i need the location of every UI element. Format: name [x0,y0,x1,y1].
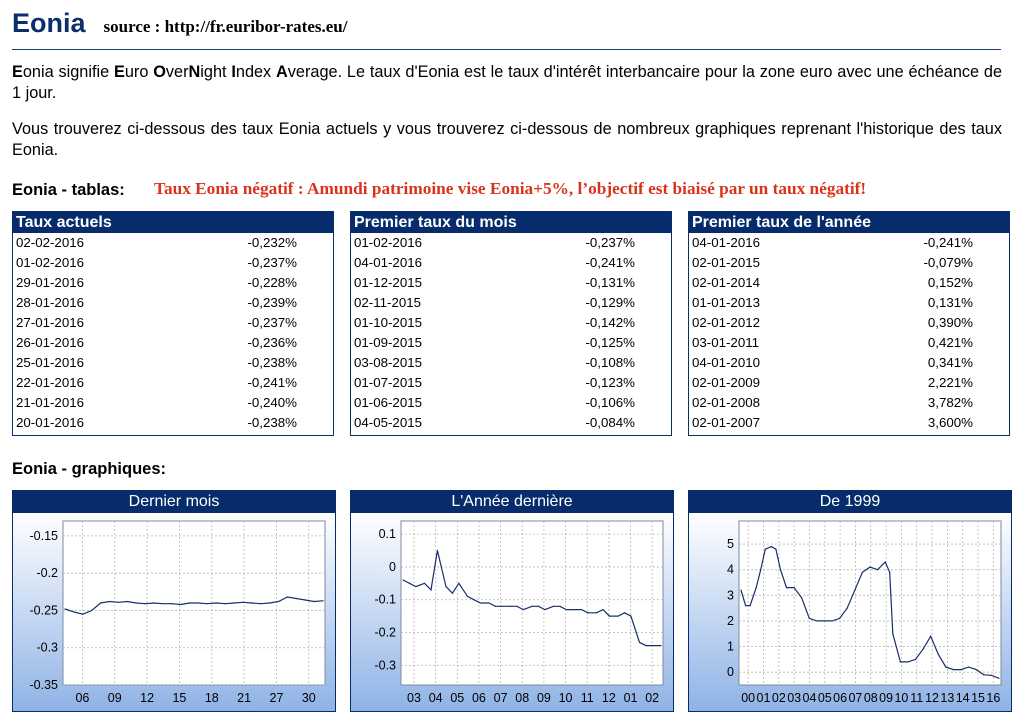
table-row [689,393,1009,413]
data-point [889,572,890,573]
x-tick-label: 09 [879,691,894,705]
data-point [745,605,746,606]
row-date: 02-01-2015 [692,255,761,270]
x-tick-label: 03 [407,691,421,705]
table-header: Premier taux du mois [351,212,671,233]
row-date: 02-01-2008 [692,395,761,410]
last-year-chart [350,490,674,712]
row-rate: 0,152% [927,275,973,290]
data-point [869,567,870,568]
data-point [945,666,946,667]
x-tick-label: 12 [925,691,940,705]
data-point [473,599,474,600]
row-rate: 0,421% [927,335,973,350]
data-point [531,606,532,607]
row-rate: -0,237% [247,255,297,270]
data-point [207,603,208,604]
row-date: 26-01-2016 [16,335,85,350]
y-tick-label: -0.15 [29,528,58,543]
table-row [351,353,671,373]
header-divider [12,49,1001,50]
data-point [915,659,916,660]
row-rate: -0,142% [585,315,635,330]
data-point [501,606,502,607]
table-row [351,333,671,353]
acronym-letter: E [113,63,125,81]
data-point [430,589,431,590]
data-point [445,586,446,587]
data-point [976,669,977,670]
data-point [305,599,306,600]
data-point [923,649,924,650]
x-tick-label: 08 [515,691,530,705]
plot-area [401,521,663,685]
table-row [351,413,671,433]
data-point [415,586,416,587]
x-tick-label: 27 [269,691,284,705]
chart-title: Dernier mois [13,491,335,513]
row-rate: -0,106% [585,395,635,410]
chart-svg [689,513,1011,711]
y-tick-label: 0.1 [378,527,396,542]
y-tick-label: 0 [727,665,734,680]
y-tick-label: -0.3 [36,640,58,655]
y-tick-label: 4 [727,562,734,577]
row-date: 01-10-2015 [354,315,423,330]
x-tick-label: 12 [140,691,155,705]
acronym-letter: E [12,63,23,81]
data-point [998,678,999,679]
row-rate: -0,237% [247,315,297,330]
y-tick-label: -0.2 [36,566,58,581]
row-date: 29-01-2016 [16,275,85,290]
x-tick-label: 10 [558,691,573,705]
row-date: 20-01-2016 [16,415,85,430]
data-point [775,549,776,550]
data-point [930,636,931,637]
data-point [740,590,741,591]
row-date: 02-01-2007 [692,415,761,430]
data-point [269,602,270,603]
x-tick-label: 01 [756,691,771,705]
data-point [73,611,74,612]
table-row [689,373,1009,393]
intro-paragraph [12,62,1002,104]
row-rate: -0,084% [585,415,635,430]
x-tick-label: 02 [645,691,660,705]
data-point [645,645,646,646]
site-logo: Eonia [12,8,86,38]
table-row [689,313,1009,333]
data-point [437,550,438,551]
x-tick-label: 06 [833,691,848,705]
data-point [765,549,766,550]
row-rate: -0,108% [585,355,635,370]
row-date: 04-01-2010 [692,355,761,370]
intro-text: uro [124,63,154,81]
data-point [847,608,848,609]
x-tick-label: 07 [493,691,508,705]
x-tick-label: 01 [623,691,638,705]
data-point [144,603,145,604]
data-point [189,602,190,603]
data-point [602,609,603,610]
x-tick-label: 04 [802,691,817,705]
data-point [566,609,567,610]
data-point [251,602,252,603]
row-rate: 3,600% [927,415,973,430]
table-row [351,293,671,313]
data-point [198,602,199,603]
x-tick-label: 00 [741,691,756,705]
intro-text: ight [200,63,232,81]
table-row [351,393,671,413]
table-row [13,293,333,313]
data-point [983,674,984,675]
data-point [553,606,554,607]
row-rate: -0,238% [247,355,297,370]
data-point [452,593,453,594]
row-date: 01-02-2016 [16,255,85,270]
data-point [467,596,468,597]
row-rate: 0,341% [927,355,973,370]
y-tick-label: -0.2 [374,625,396,640]
row-date: 04-01-2016 [354,255,423,270]
table-row [351,273,671,293]
x-tick-label: 03 [787,691,802,705]
data-point [574,609,575,610]
y-tick-label: -0.1 [374,592,396,607]
data-point [824,620,825,621]
data-point [495,606,496,607]
table-row [689,273,1009,293]
data-point [968,666,969,667]
row-date: 01-12-2015 [354,275,423,290]
data-point [82,614,83,615]
x-tick-label: 12 [601,691,616,705]
chart-svg [351,513,673,711]
data-point [109,601,110,602]
data-point [216,602,217,603]
x-tick-label: 30 [301,691,316,705]
row-date: 01-02-2016 [354,235,423,250]
data-point [544,609,545,610]
data-point [278,601,279,602]
data-point [322,600,323,601]
intro-text: ver [165,63,189,81]
data-point [801,597,802,598]
data-point [900,661,901,662]
x-tick-label: 10 [894,691,909,705]
data-point [809,618,810,619]
data-point [991,675,992,676]
x-tick-label: 18 [204,691,219,705]
data-point [587,612,588,613]
y-tick-label: 3 [727,588,734,603]
row-rate: -0,123% [585,375,635,390]
x-tick-label: 13 [940,691,955,705]
row-date: 02-01-2012 [692,315,761,330]
y-tick-label: 0 [389,559,396,574]
data-point [609,616,610,617]
row-rate: 3,782% [927,395,973,410]
description-paragraph: Vous trouverez ci-dessous des taux Eonia actuels y vous trouverez ci-dessous de nombreux graphiques reprenant l'historique des taux Eonia. [12,120,1002,159]
x-tick-label: 05 [450,691,465,705]
x-tick-label: 08 [863,691,878,705]
data-point [287,596,288,597]
data-point [630,616,631,617]
table-row [13,393,333,413]
table-header: Premier taux de l'année [689,212,1009,233]
data-point [660,645,661,646]
table-row [689,333,1009,353]
data-point [153,602,154,603]
data-point [831,620,832,621]
data-point [854,590,855,591]
x-tick-label: 06 [471,691,486,705]
data-point [816,620,817,621]
data-point [596,612,597,613]
data-point [523,609,524,610]
data-point [91,610,92,611]
y-tick-label: -0.3 [374,658,396,673]
data-point [885,561,886,562]
y-tick-label: 5 [727,537,734,552]
x-tick-label: 06 [75,691,90,705]
x-tick-label: 09 [107,691,122,705]
chart-title: L'Année dernière [351,491,673,513]
row-date: 04-05-2015 [354,415,423,430]
table-row [689,233,1009,253]
data-point [225,603,226,604]
data-point [581,609,582,610]
chart-title: De 1999 [689,491,1011,513]
data-point [538,606,539,607]
acronym-letter: N [188,63,201,81]
row-rate: -0,241% [585,255,635,270]
intro-text: ndex [235,63,277,81]
row-date: 21-01-2016 [16,395,85,410]
first-rate-of-year-table [688,211,1010,436]
data-point [786,587,787,588]
data-point [260,603,261,604]
data-point [424,583,425,584]
row-date: 03-01-2011 [692,335,760,350]
x-tick-label: 02 [771,691,786,705]
row-date: 01-07-2015 [354,375,423,390]
table-row [351,253,671,273]
data-point [136,602,137,603]
row-rate: -0,228% [247,275,297,290]
row-date: 03-08-2015 [354,355,423,370]
data-point [242,602,243,603]
table-row [351,313,671,333]
data-point [960,669,961,670]
x-tick-label: 04 [428,691,443,705]
x-tick-label: 16 [986,691,1001,705]
charts-section-title: Eonia - graphiques: [12,460,167,478]
x-tick-label: 07 [848,691,863,705]
data-point [127,601,128,602]
row-date: 02-11-2015 [354,295,422,310]
row-date: 01-06-2015 [354,395,423,410]
x-tick-label: 11 [580,691,594,705]
row-rate: -0,079% [923,255,973,270]
row-rate: -0,125% [585,335,635,350]
x-tick-label: 15 [172,691,187,705]
data-point [624,612,625,613]
data-point [516,606,517,607]
data-point [118,602,119,603]
y-tick-label: -0.35 [29,678,58,692]
row-rate: 2,221% [927,375,973,390]
row-rate: -0,129% [585,295,635,310]
row-date: 02-02-2016 [16,235,85,250]
negative-rate-notice[interactable]: Taux Eonia négatif : Amundi patrimoine vise Eonia+5%, l’objectif est biaisé par un taux négatif! [154,179,867,198]
y-tick-label: -0.25 [29,603,58,618]
data-point [780,569,781,570]
acronym-letter: O [153,63,166,81]
row-date: 01-01-2013 [692,295,761,310]
acronym-letter: A [276,63,288,81]
row-date: 01-09-2015 [354,335,423,350]
data-point [862,572,863,573]
first-rate-of-month-table [350,211,672,436]
data-point [171,603,172,604]
x-tick-label: 05 [817,691,832,705]
table-row [13,353,333,373]
row-date: 22-01-2016 [16,375,85,390]
data-point [402,579,403,580]
table-row [13,233,333,253]
row-date: 27-01-2016 [16,315,85,330]
data-point [233,602,234,603]
chart-svg [13,513,335,711]
row-rate: -0,241% [923,235,973,250]
data-point [953,669,954,670]
data-point [314,601,315,602]
data-point [458,583,459,584]
table-row [689,413,1009,433]
table-header: Taux actuels [13,212,333,233]
table-row [689,253,1009,273]
since-1999-chart [688,490,1012,712]
data-point [938,654,939,655]
data-point [639,642,640,643]
table-row [13,333,333,353]
data-point [794,587,795,588]
row-rate: -0,240% [247,395,297,410]
row-rate: -0,238% [247,415,297,430]
data-point [559,606,560,607]
data-point [760,569,761,570]
data-point [100,602,101,603]
acronym-letter: I [231,63,236,81]
row-rate: -0,131% [585,275,635,290]
table-row [13,253,333,273]
table-row [13,413,333,433]
data-point [750,605,751,606]
table-row [351,233,671,253]
data-point [296,598,297,599]
data-point [617,616,618,617]
data-point [839,618,840,619]
data-point [162,603,163,604]
source-line: source : http://fr.euribor-rates.eu/ [103,17,348,36]
x-tick-label: 14 [955,691,970,705]
data-point [877,569,878,570]
data-point [180,604,181,605]
data-point [64,608,65,609]
intro-text: verage. Le taux d'Eonia est le taux d'intérêt interbancaire pour la zone euro avec une échéance de 1 jour. [12,63,1002,102]
data-point [756,587,757,588]
data-point [892,633,893,634]
data-point [510,606,511,607]
data-point [907,661,908,662]
row-rate: -0,241% [247,375,297,390]
data-point [652,645,653,646]
x-tick-label: 09 [536,691,551,705]
row-date: 25-01-2016 [16,355,85,370]
row-date: 04-01-2016 [692,235,761,250]
row-date: 28-01-2016 [16,295,85,310]
y-tick-label: 2 [727,613,734,628]
data-point [488,602,489,603]
last-month-chart [12,490,336,712]
row-date: 02-01-2009 [692,375,761,390]
x-tick-label: 21 [237,691,252,705]
table-row [13,313,333,333]
x-tick-label: 11 [910,691,924,705]
row-rate: -0,239% [247,295,297,310]
data-point [409,583,410,584]
row-date: 02-01-2014 [692,275,761,290]
table-row [351,373,671,393]
y-tick-label: 1 [727,639,734,654]
table-row [13,373,333,393]
row-rate: -0,232% [247,235,297,250]
row-rate: 0,131% [927,295,973,310]
current-rates-table [12,211,334,436]
data-point [480,602,481,603]
row-rate: 0,390% [927,315,973,330]
table-row [689,353,1009,373]
intro-text: onia signifie [22,63,114,81]
data-point [771,546,772,547]
tables-section-title: Eonia - tablas: [12,181,125,199]
table-row [13,273,333,293]
x-tick-label: 15 [971,691,985,705]
row-rate: -0,236% [247,335,297,350]
plot-area [739,521,1001,685]
table-row [689,293,1009,313]
row-rate: -0,237% [585,235,635,250]
page-header [12,8,347,44]
